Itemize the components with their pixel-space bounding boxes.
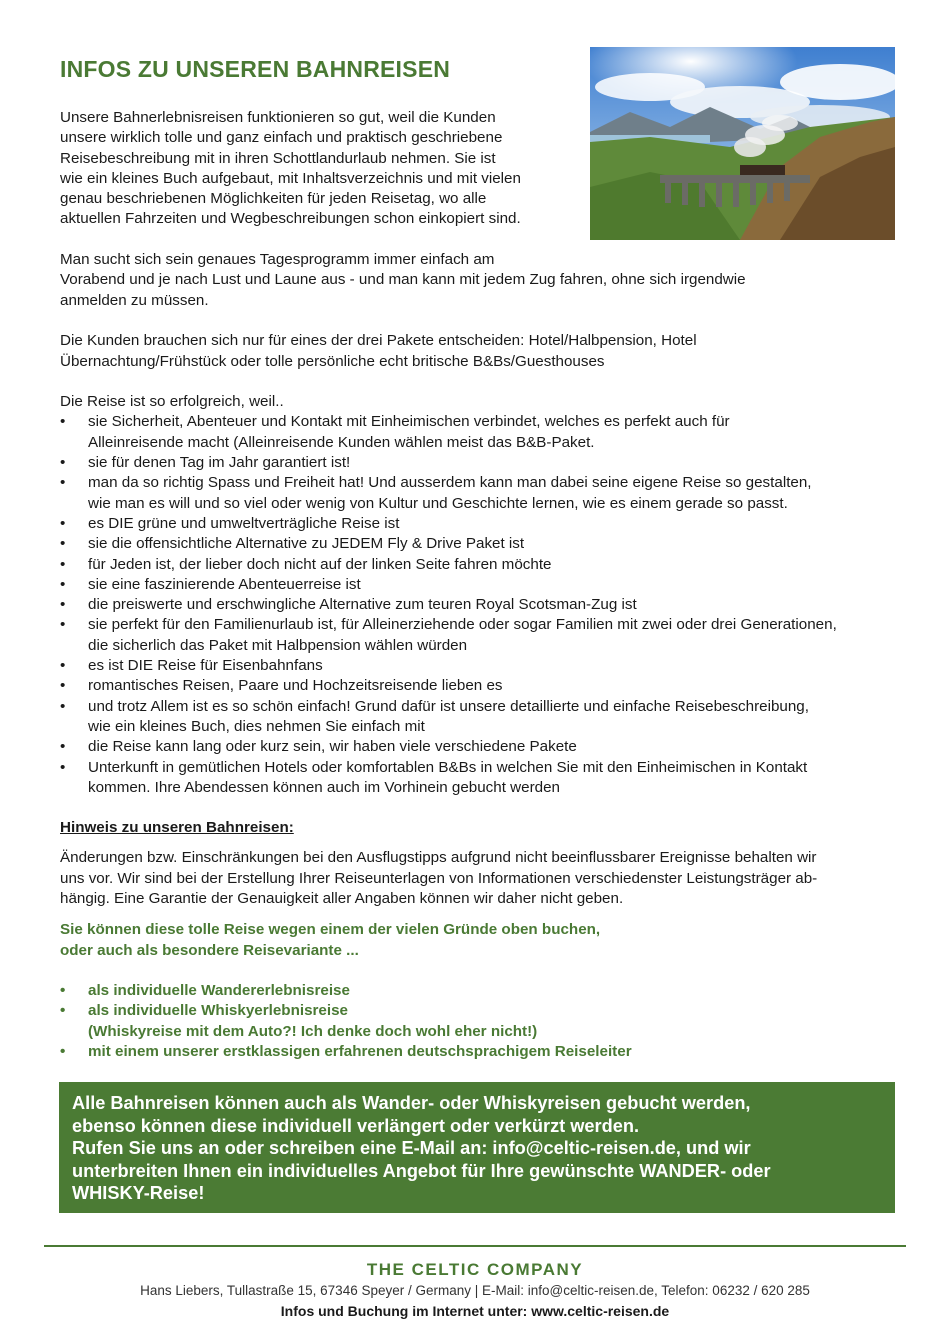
main-content (60, 108, 922, 1062)
reasons-list (60, 412, 922, 798)
list-item: • sie die offensichtliche Alternative zu JEDEM Fly & Drive Paket ist (60, 534, 922, 554)
list-item: • und trotz Allem ist es so schön einfach! Grund dafür ist unsere detaillierte und einfache Reisebeschreibung, wie ein kleines Buch, dies nehmen Sie einfach mit (60, 697, 922, 738)
footer (0, 1260, 950, 1321)
text-line: hängig. Eine Garantie der Genauigkeit aller Angaben können wir daher nicht geben. (60, 889, 624, 907)
list-item: • sie eine faszinierende Abenteuerreise ist (60, 575, 922, 595)
variants-list (60, 981, 922, 1062)
text-line: Übernachtung/Frühstück oder tolle persönliche echt britische B&Bs/Guesthouses (60, 352, 605, 370)
company-name: THE CELTIC COMPANY (366, 1260, 584, 1279)
hinweis-heading: Hinweis zu unseren Bahnreisen: (60, 819, 294, 837)
text-line: Reisebeschreibung mit in ihren Schottlandurlaub nehmen. Sie ist (60, 149, 496, 167)
text-line: Unsere Bahnerlebnisreisen funktionieren so gut, weil die Kunden (60, 109, 496, 126)
page-title: INFOS ZU UNSEREN BAHNREISEN (60, 56, 451, 82)
booking-call-to-action (60, 920, 922, 961)
list-item: • die preiswerte und erschwingliche Alternative zum teuren Royal Scotsman-Zug ist (60, 595, 922, 615)
text-line: Vorabend und je nach Lust und Laune aus - und man kann mit jedem Zug fahren, ohne sich irgendwie (60, 271, 746, 289)
list-item: • für Jeden ist, der lieber doch nicht auf der linken Seite fahren möchte (60, 555, 922, 575)
text-line: unsere wirklich tolle und ganz einfach und praktisch geschriebene (60, 129, 503, 147)
footer-divider (44, 1245, 906, 1247)
company-address: Hans Liebers, Tullastraße 15, 67346 Speyer / Germany | E-Mail: info@celtic-reisen.de, Telefon: 06232 / 620 285 (140, 1283, 810, 1298)
list-item: • die Reise kann lang oder kurz sein, wir haben viele verschiedene Pakete (60, 737, 922, 757)
website-line: Infos und Buchung im Internet unter: www.celtic-reisen.de (280, 1303, 670, 1319)
list-item: • sie Sicherheit, Abenteuer und Kontakt mit Einheimischen verbindet, welches es perfekt auch für Alleinreisende macht (Alleinreisende Kunden wählen meist das B&B-Paket. (60, 412, 922, 453)
box-line: ebenso können diese individuell verlängert oder verkürzt werden. (72, 1115, 640, 1136)
text-line: Änderungen bzw. Einschränkungen bei den Ausflugstipps aufgrund nicht beeinflussbarer Ereignisse behalten wir (60, 849, 817, 867)
text-line: genau beschriebenen Möglichkeiten für jeden Reisetag, wo alle (60, 190, 487, 208)
list-item: • sie perfekt für den Familienurlaub ist, für Alleinerziehende oder sogar Familien mit zwei oder drei Generationen, die sicherlich das Paket mit Halbpension wählen würden (60, 615, 922, 656)
list-item: • mit einem unserer erstklassigen erfahrenen deutschsprachigem Reiseleiter (60, 1042, 922, 1062)
list-item: • romantisches Reisen, Paare und Hochzeitsreisende lieben es (60, 676, 922, 696)
hinweis-text (60, 848, 922, 909)
reasons-intro: Die Reise ist so erfolgreich, weil.. (60, 393, 284, 411)
list-item: • als individuelle Wandererlebnisreise (60, 981, 922, 1001)
box-line: Alle Bahnreisen können auch als Wander- oder Whiskyreisen gebucht werden, (72, 1093, 751, 1113)
list-item: • man da so richtig Spass und Freiheit hat! Und ausserdem kann man dabei seine eigene Reise so gestalten, wie man es will und so viel oder wenig von Kultur und Geschichte lernen, wie es einem gerade so passt. (60, 473, 922, 514)
text-line: aktuellen Fahrzeiten und Wegbeschreibungen schon einkopiert sind. (60, 210, 521, 228)
intro-paragraph (60, 108, 575, 230)
box-line: WHISKY-Reise! (72, 1183, 205, 1203)
box-line: Rufen Sie uns an oder schreiben eine E-Mail an: info@celtic-reisen.de, und wir (72, 1138, 751, 1158)
list-item: • sie für denen Tag im Jahr garantiert ist! (60, 453, 922, 473)
text-line: uns vor. Wir sind bei der Erstellung Ihrer Reiseunterlagen von Informationen verschiedenster Leistungsträger ab- (60, 869, 818, 887)
list-item: • als individuelle Whiskyerlebnisreise (Whiskyreise mit dem Auto?! Ich denke doch wohl eher nicht!) (60, 1001, 922, 1042)
list-item: • es ist DIE Reise für Eisenbahnfans (60, 656, 922, 676)
contact-info-box (59, 1082, 895, 1213)
text-line: anmelden zu müssen. (60, 291, 209, 309)
list-item: • es DIE grüne und umweltverträgliche Reise ist (60, 514, 922, 534)
list-item: • Unterkunft in gemütlichen Hotels oder komfortablen B&Bs in welchen Sie mit den Einheimischen in Kontakt kommen. Ihre Abendessen können auch im Vorhinein gebucht werden (60, 758, 922, 799)
text-line: wie ein kleines Buch aufgebaut, mit Inhaltsverzeichnis und mit vielen (60, 169, 521, 187)
text-line: Sie können diese tolle Reise wegen einem der vielen Gründe oben buchen, (60, 921, 601, 939)
text-line: Man sucht sich sein genaues Tagesprogramm immer einfach am (60, 251, 495, 269)
packages-paragraph (60, 331, 922, 372)
box-line: unterbreiten Ihnen ein individuelles Angebot für Ihre gewünschte WANDER- oder (72, 1160, 771, 1181)
text-line: oder auch als besondere Reisevariante ... (60, 941, 359, 959)
program-paragraph (60, 250, 922, 311)
text-line: Die Kunden brauchen sich nur für eines der drei Pakete entscheiden: Hotel/Halbpension, Hotel (60, 332, 697, 350)
